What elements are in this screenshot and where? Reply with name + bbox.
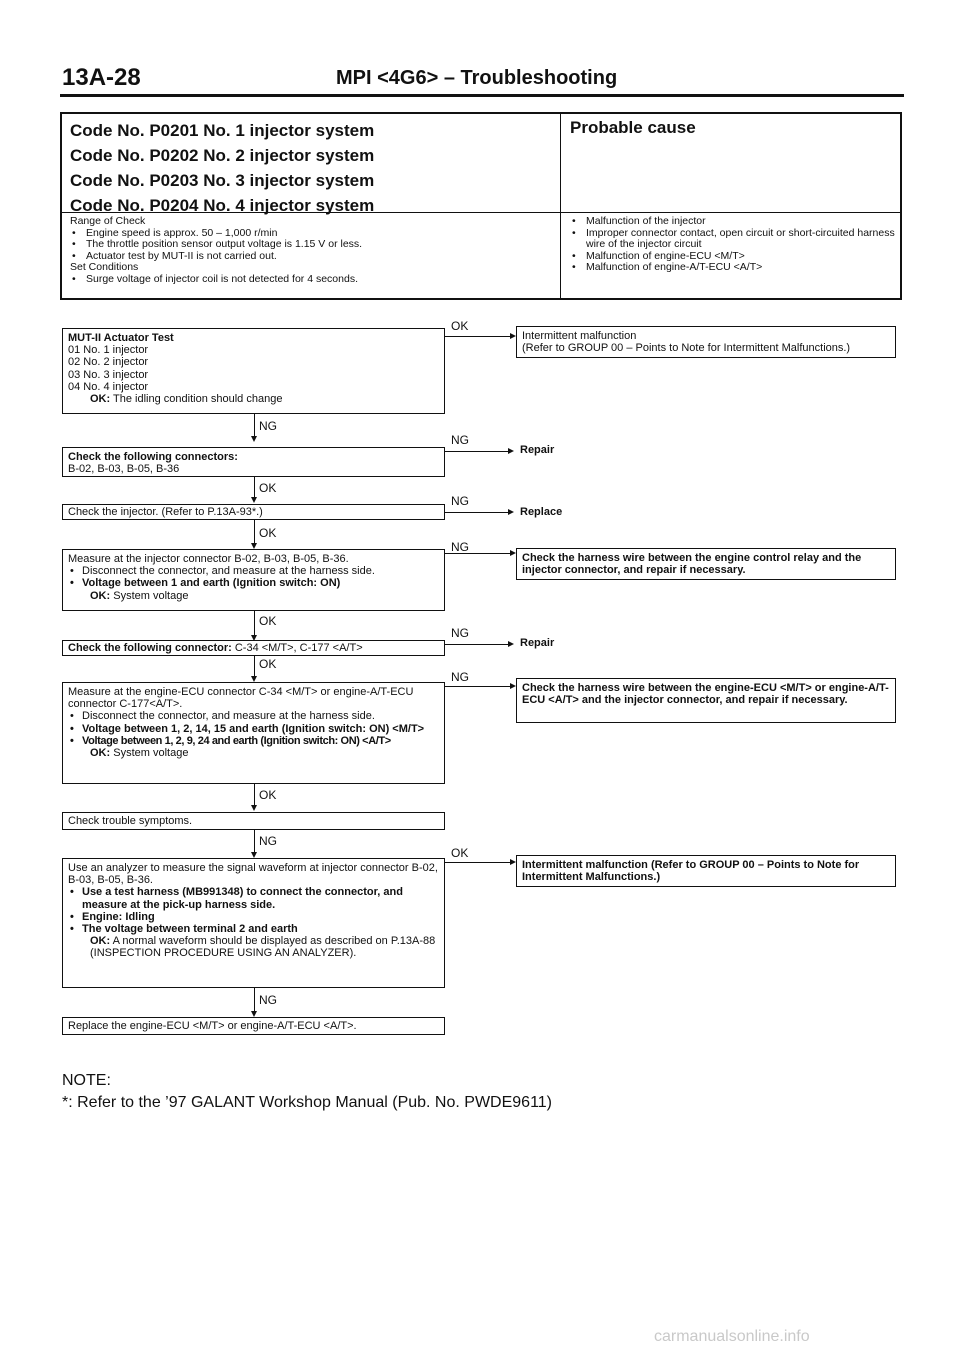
step-title: Check the following connectors: [68,451,238,463]
cause-item: • Malfunction of the injector [570,216,900,228]
injector-line: 02 No. 2 injector [68,356,149,369]
flow-label-ng: NG [451,494,469,508]
step-item: • Voltage between 1, 2, 14, 15 and earth (Ignition switch: ON) <M/T> [68,723,439,735]
arrow-right-icon [508,448,514,454]
ok-label: OK: [90,393,111,406]
arrow-right-icon [508,509,514,515]
page-title: MPI <4G6> – Troubleshooting [336,67,618,89]
note-text: *: Refer to the ’97 GALANT Workshop Manual (Pub. No. PWDE9611) [62,1094,552,1111]
branch-line [445,512,509,513]
ok-label: OK: [90,747,111,760]
connector-line [254,414,255,436]
step-actuator-test [62,328,445,414]
arrow-down-icon [251,436,257,442]
outcome-harness-ecu: Check the harness wire between the engine-ECU <M/T> or engine-A/T-ECU <A/T> and the injector connector, and repair if necessary. [516,678,896,723]
branch-line [445,862,511,863]
connector-line [254,784,255,806]
cause-item: • Improper connector contact, open circuit or short-circuited harness wire of the injector circuit [570,228,900,251]
ok-text: A normal waveform should be displayed as described on P.13A-88 (INSPECTION PROCEDURE USING AN ANALYZER). [90,935,436,960]
range-item: • Engine speed is approx. 50 – 1,000 r/min [70,228,550,240]
step-measure-ecu-connector [62,682,445,784]
range-of-check [70,216,550,286]
flow-label-ok: OK [259,788,277,802]
step-item: • Disconnect the connector, and measure at the harness side. [68,710,439,722]
step-title: MUT-II Actuator Test [68,332,174,344]
step-title: Measure at the engine-ECU connector C-34 <M/T> or engine-A/T-ECU connector C-177<A/T>. [68,686,414,711]
set-condition-item: • Surge voltage of injector coil is not detected for 4 seconds. [70,274,550,286]
page-code: 13A-28 [62,64,141,91]
step-title: Check the following connector: [68,642,232,654]
code-list [70,118,374,218]
ok-label: OK: [90,589,111,602]
step-check-connectors [62,447,445,477]
arrow-down-icon [251,497,257,503]
outcome-intermittent: Intermittent malfunction (Refer to GROUP 00 – Points to Note for Intermittent Malfunctions.) [516,326,896,358]
flow-label-ng: NG [259,993,277,1007]
code-table [60,112,902,300]
step-item: • The voltage between terminal 2 and earth [68,923,439,935]
probable-cause-list [570,216,900,274]
step-check-symptoms: Check trouble symptoms. [62,812,445,830]
step-item: • Disconnect the connector, and measure at the harness side. [68,565,439,577]
cause-item: • Malfunction of engine-ECU <M/T> [570,251,900,263]
step-title: Measure at the injector connector B-02, B-03, B-05, B-36. [68,553,349,565]
flow-label-ok: OK [259,526,277,540]
table-divider-vertical [560,114,561,298]
step-replace-ecu: Replace the engine-ECU <M/T> or engine-A/T-ECU <A/T>. [62,1017,445,1035]
step-item: • Voltage between 1, 2, 9, 24 and earth (Ignition switch: ON) <A/T> [68,735,439,747]
branch-line [445,336,511,337]
connector-line [254,830,255,853]
step-measure-injector-connector [62,549,445,611]
injector-line: 04 No. 4 injector [68,380,149,393]
flow-label-ok: OK [259,614,277,628]
range-item: • Actuator test by MUT-II is not carried out. [70,251,550,263]
range-heading: Range of Check [70,215,146,227]
step-item: • Voltage between 1 and earth (Ignition switch: ON) [68,577,439,589]
footnote [62,1070,552,1114]
connector-list: B-02, B-03, B-05, B-36 [68,463,180,476]
flow-label-ok: OK [451,319,469,333]
injector-line: 01 No. 1 injector [68,344,149,357]
code-line: Code No. P0201 No. 1 injector system [70,121,375,140]
code-line: Code No. P0203 No. 3 injector system [70,171,375,190]
connector-line [254,988,255,1012]
connector-line [254,477,255,498]
header-rule [60,94,904,97]
connector-line [254,520,255,544]
outcome-replace: Replace [520,506,563,518]
note-heading: NOTE: [62,1072,111,1089]
ok-label: OK: [90,935,111,948]
code-line: Code No. P0204 No. 4 injector system [70,196,375,215]
outcome-repair: Repair [520,444,555,456]
step-item: • Engine: Idling [68,911,439,923]
flow-label-ok: OK [259,657,277,671]
flow-label-ng: NG [259,834,277,848]
probable-cause-heading: Probable cause [570,118,696,137]
flow-label-ng: NG [451,540,469,554]
flow-label-ng: NG [259,419,277,433]
connector-line [254,611,255,636]
code-line: Code No. P0202 No. 2 injector system [70,146,375,165]
injector-line: 03 No. 3 injector [68,368,149,381]
branch-line [445,451,509,452]
ok-text: The idling condition should change [113,393,283,406]
branch-line [445,686,511,687]
step-check-injector: Check the injector. (Refer to P.13A-93*.) [62,504,445,520]
step-analyzer-waveform [62,858,445,988]
set-conditions-heading: Set Conditions [70,261,139,274]
flow-label-ng: NG [451,670,469,684]
outcome-repair: Repair [520,637,555,649]
ok-text: System voltage [113,747,189,760]
step-item: • Use a test harness (MB991348) to connect the connector, and measure at the pick-up harness side. [68,886,439,910]
flow-label-ng: NG [451,626,469,640]
flow-label-ok: OK [259,481,277,495]
flow-label-ng: NG [451,433,469,447]
flow-label-ok: OK [451,846,469,860]
cause-item: • Malfunction of engine-A/T-ECU <A/T> [570,262,900,274]
connector-list: C-34 <M/T>, C-177 <A/T> [231,642,363,654]
ok-text: System voltage [113,589,189,602]
outcome-intermittent: Intermittent malfunction (Refer to GROUP 00 – Points to Note for Intermittent Malfunctions.) [516,855,896,887]
outcome-harness-relay: Check the harness wire between the engine control relay and the injector connector, and repair if necessary. [516,548,896,580]
step-title: Use an analyzer to measure the signal waveform at injector connector B-02, B-03, B-05, B-36. [68,862,438,887]
connector-line [254,655,255,677]
watermark: carmanualsonline.info [654,1328,810,1345]
branch-line [445,644,509,645]
arrow-right-icon [508,641,514,647]
step-check-ecu-connector [62,640,445,656]
range-item: • The throttle position sensor output voltage is 1.15 V or less. [70,239,550,251]
arrow-down-icon [251,805,257,811]
